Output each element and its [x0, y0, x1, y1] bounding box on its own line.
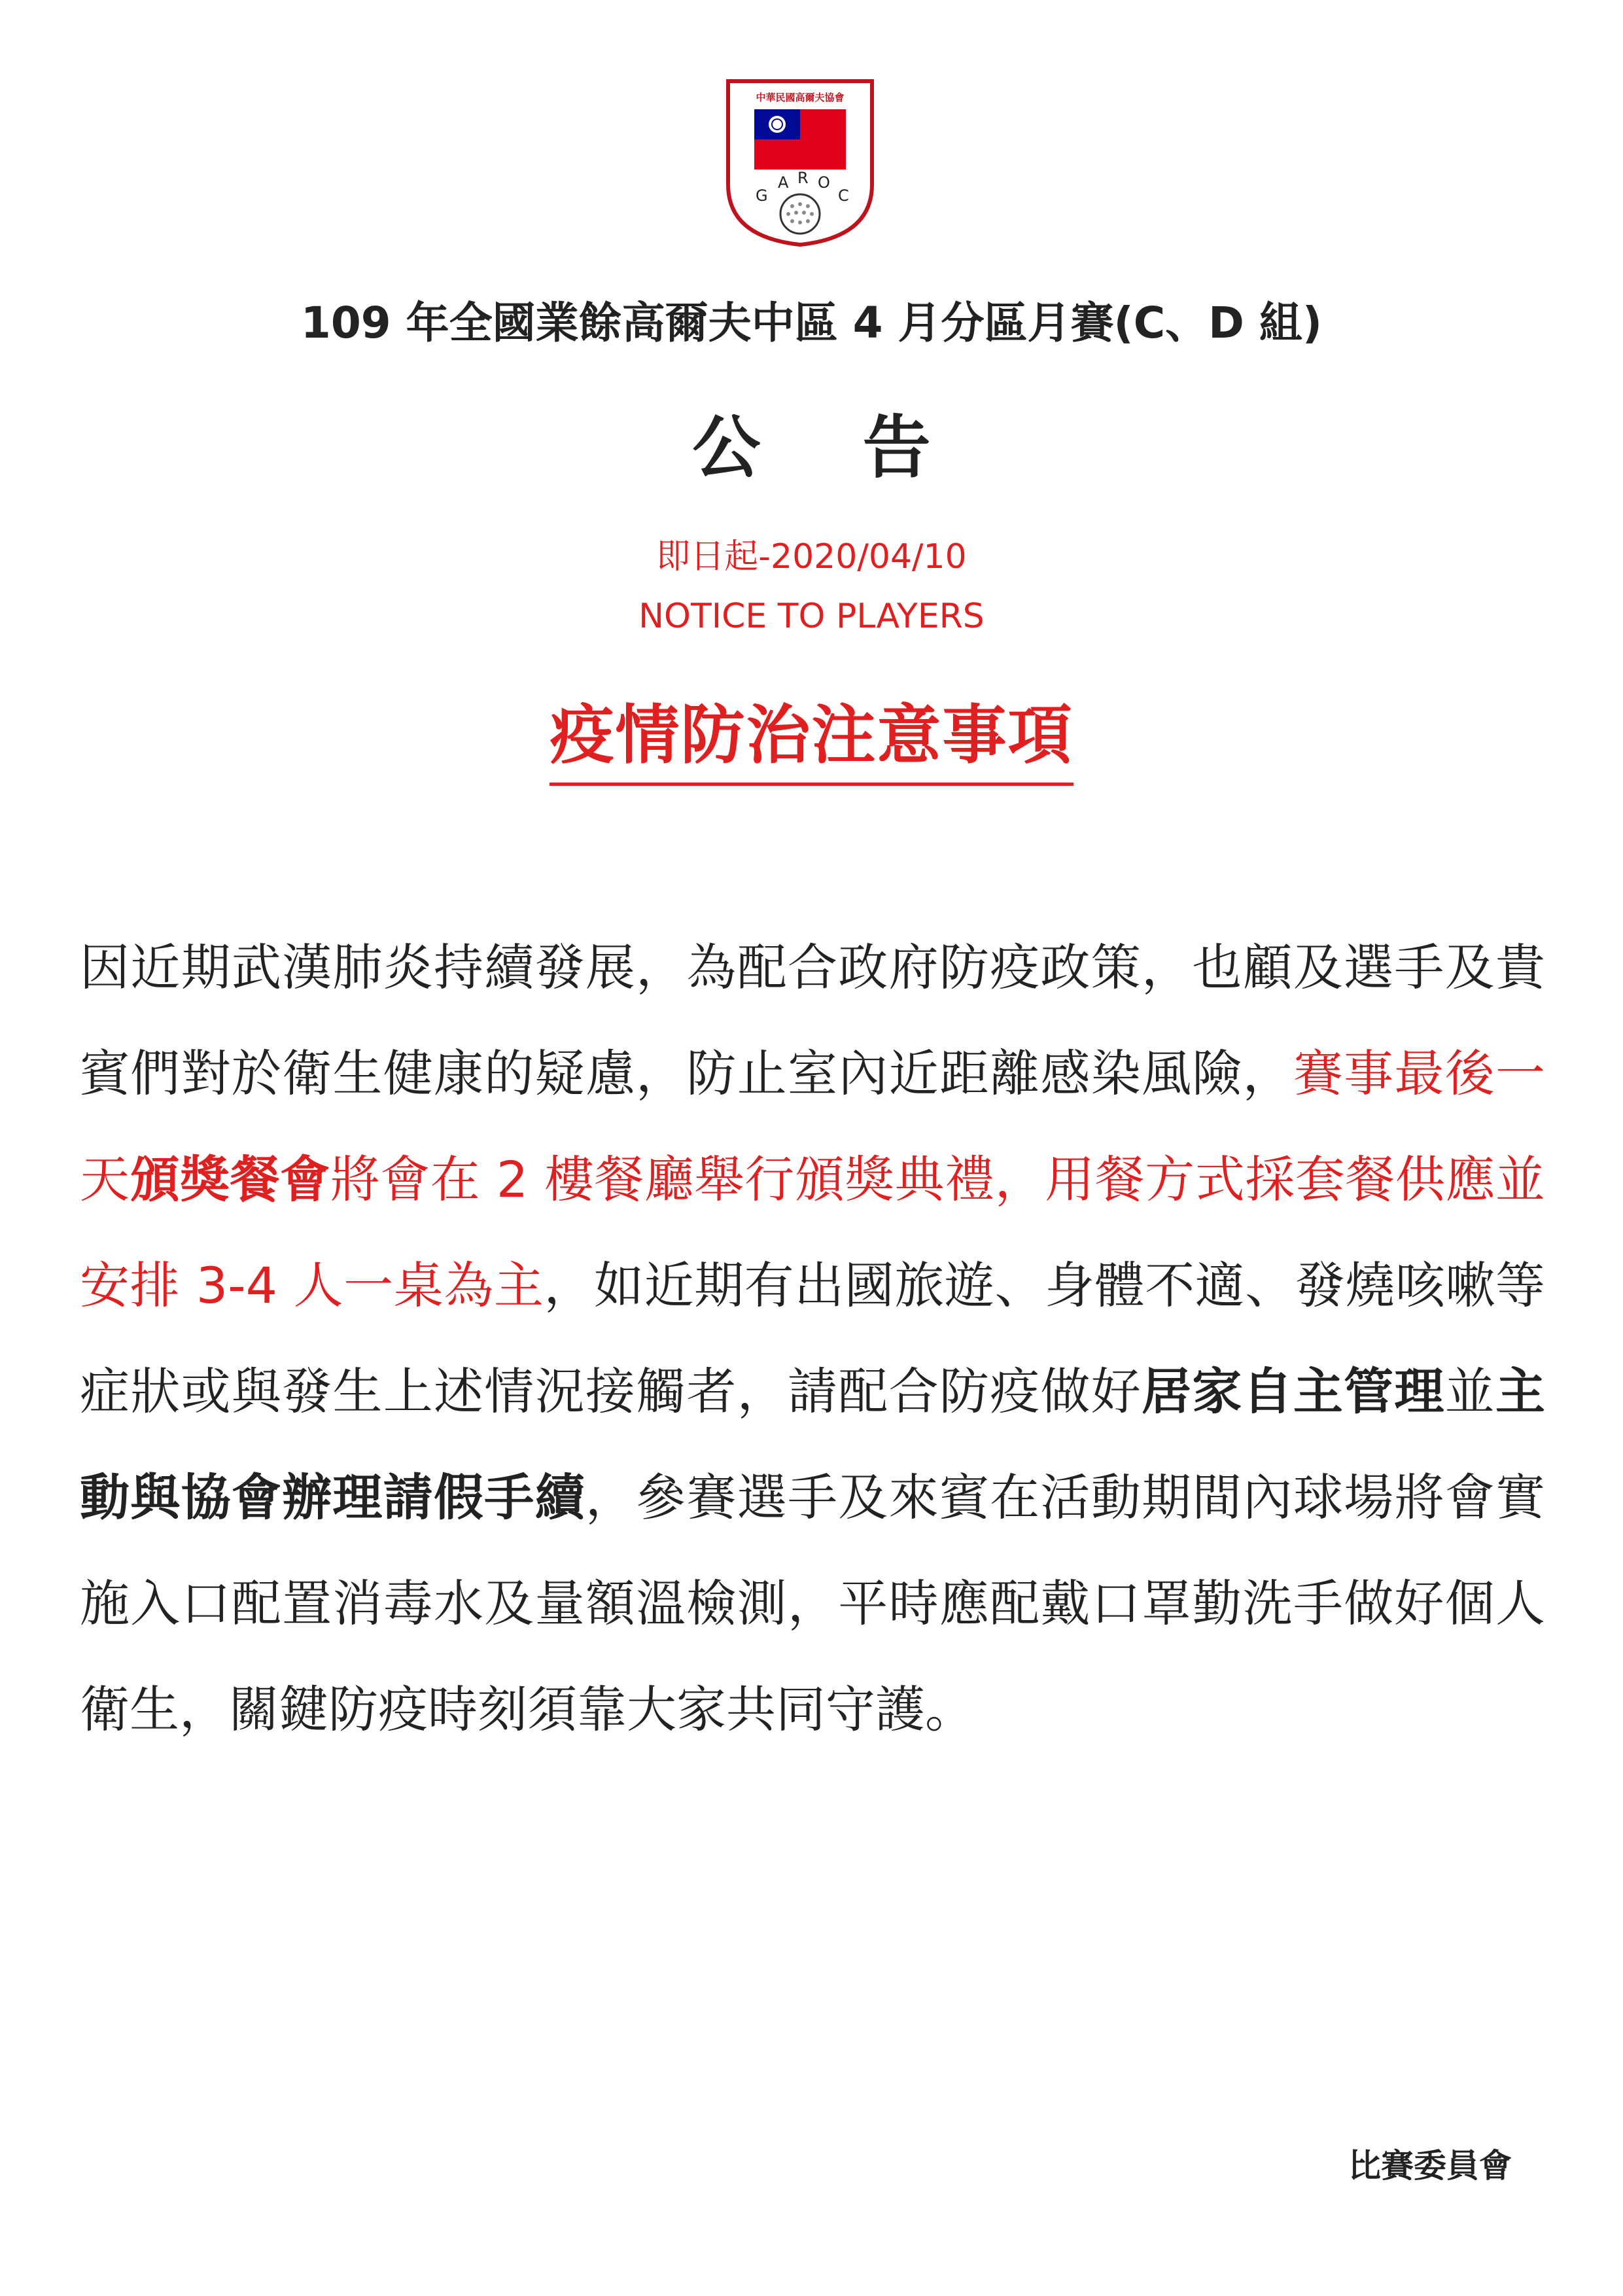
- logo-letter-o: O: [818, 173, 830, 192]
- logo-letter-g: G: [756, 186, 768, 205]
- body-seg-measures: ，參賽選手及來賓在活動期間內球場將會實施入口配置消毒水及量額溫檢測，平時應配戴口罩勤洗手做好個人衛生，關鍵防疫時刻須靠大家共同守護。: [80, 1468, 1546, 1739]
- document-title: 109 年全國業餘高爾夫中區 4 月分區月賽(C、D 組): [300, 298, 1323, 348]
- announcement-heading: 公 告: [692, 408, 970, 487]
- body-seg-last-day: 賽事最後一天: [80, 1044, 1546, 1209]
- body-seg-symptoms: ，如近期有出國旅遊、身體不適、發燒咳嗽等症狀或與發生上述情況接觸者，請配合防疫做好: [80, 1256, 1546, 1421]
- effective-date: 即日起-2020/04/10: [656, 537, 967, 576]
- logo-letter-a: A: [778, 173, 789, 192]
- body-seg-intro: 因近期武漢肺炎持續發展，為配合政府防疫政策，也顧及選手及貴賓們對於衛生健康的疑慮，防止室內近距離感染風險，: [80, 938, 1545, 1103]
- notice-body: [80, 915, 1545, 1763]
- body-seg-and: 並: [1444, 1362, 1496, 1421]
- body-seg-ceremony: 將會在 2 樓餐廳舉行頒獎典禮，用餐方式採套餐供應並安排 3-4 人一桌為主: [80, 1150, 1546, 1315]
- committee-signature: 比賽委員會: [1348, 2147, 1512, 2185]
- logo-letter-r: R: [797, 169, 809, 187]
- subject-container: [0, 684, 1623, 786]
- logo-letter-c: C: [838, 186, 849, 205]
- notice-to-players: NOTICE TO PLAYERS: [638, 597, 985, 636]
- subject-heading: 疫情防治注意事項: [550, 684, 1073, 786]
- body-seg-award-dinner: 頒獎餐會: [130, 1150, 330, 1209]
- body-seg-leave-procedure: 主動與協會辦理請假手續: [80, 1362, 1546, 1527]
- body-seg-self-management: 居家自主管理: [1142, 1362, 1445, 1421]
- flag-icon: [754, 109, 846, 169]
- garoc-logo: [722, 73, 879, 250]
- golf-ball-icon: [780, 194, 820, 234]
- logo-org-name: 中華民國高爾夫協會: [756, 92, 845, 103]
